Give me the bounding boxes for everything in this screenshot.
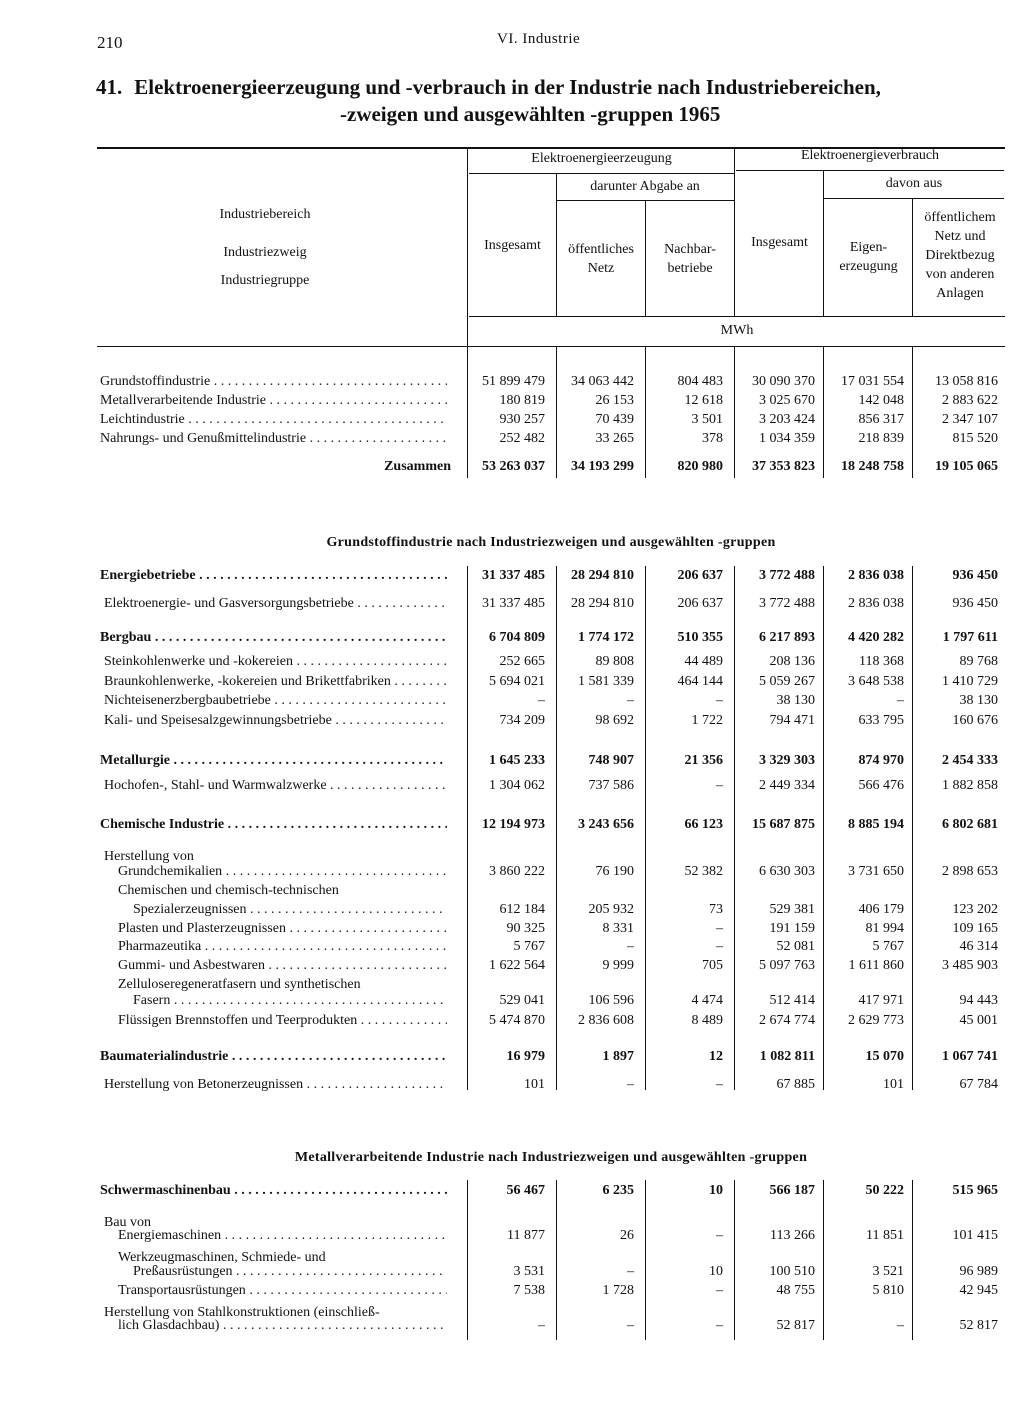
table-row [0, 652, 1024, 671]
table-row [0, 956, 1024, 975]
cell-col-2: 28 294 810 [571, 596, 634, 611]
cell-col-1: 1 622 564 [489, 958, 545, 973]
row-label: Chemische Industrie . . . [100, 815, 447, 834]
cell-col-2: 9 999 [602, 958, 634, 973]
cell-col-4: 48 755 [776, 1283, 815, 1298]
cell-col-4: 5 097 763 [759, 958, 815, 973]
row-label: Herstellung von Betonerzeugnissen . . . [104, 1075, 447, 1094]
cell-col-3: – [716, 778, 723, 793]
cell-col-4: 15 687 875 [752, 817, 815, 832]
table-row [0, 991, 1024, 1010]
stub-header-2: Industriezweig [223, 245, 307, 260]
section-title-metall: Metallverarbeitende Industrie nach Industriezweigen und ausgewählten -gruppen [294, 1150, 808, 1165]
row-label: Energiebetriebe . . . [100, 566, 447, 585]
header-vrule-3 [645, 200, 646, 316]
cell-col-4: 67 885 [776, 1077, 815, 1092]
title-text-1: Elektroenergieerzeugung und -verbrauch in der Industrie nach Industriebereichen, [134, 75, 881, 99]
cell-col-6: 67 784 [959, 1077, 998, 1092]
cell-col-4: 566 187 [769, 1183, 815, 1198]
cell-col-5: 566 476 [858, 778, 904, 793]
cell-col-2: 76 190 [595, 864, 634, 879]
cell-col-1: – [538, 1318, 545, 1333]
table-row [0, 566, 1024, 585]
table-row [0, 881, 1024, 900]
cell-col-5: 5 810 [872, 1283, 904, 1298]
cell-col-6: 936 450 [952, 596, 998, 611]
cell-col-6: 3 485 903 [942, 958, 998, 973]
title-line-2: -zweigen und ausgewählten -gruppen 1965 [340, 102, 721, 126]
cell-col-3: – [716, 921, 723, 936]
row-label: Bau von [104, 1215, 152, 1230]
cell-col-2: 3 243 656 [578, 817, 634, 832]
cell-col-3: 44 489 [684, 654, 723, 669]
cell-col-3: 52 382 [684, 864, 723, 879]
row-label: Spezialerzeugnissen . . . [133, 900, 447, 919]
row-label: Nichteisenerzbergbaubetriebe . . . [104, 691, 447, 710]
cell-col-5: 1 611 860 [848, 958, 904, 973]
cell-col-4: 100 510 [769, 1264, 815, 1279]
row-label: Schwermaschinenbau . . . [100, 1181, 447, 1200]
cell-col-5: 11 851 [866, 1228, 904, 1243]
cell-col-1: 252 482 [499, 431, 545, 446]
row-label: Plasten und Plasterzeugnissen . . . [118, 919, 447, 938]
header-erzeugung: Elektroenergieerzeugung [531, 151, 672, 166]
cell-col-5: 15 070 [865, 1049, 904, 1064]
cell-col-3: 804 483 [677, 374, 723, 389]
cell-col-3: 12 618 [684, 393, 723, 408]
section-title-grundstoff: Grundstoffindustrie nach Industriezweigen und ausgewählten -gruppen [326, 535, 776, 550]
row-label: Steinkohlenwerke und -kokereien . . . [104, 652, 447, 671]
cell-col-5: 417 971 [858, 993, 904, 1008]
cell-col-3: – [716, 1283, 723, 1298]
cell-col-1: 612 184 [499, 902, 545, 917]
cell-col-5: 4 420 282 [848, 630, 904, 645]
cell-col-3: 464 144 [677, 674, 723, 689]
row-label: Grundstoffindustrie . . . [100, 372, 447, 391]
table-number: 41. [96, 75, 123, 99]
cell-col-1: 51 899 479 [482, 374, 545, 389]
running-title: VI. Industrie [497, 31, 581, 47]
row-label: Fasern . . . [133, 991, 447, 1010]
cell-col-3: – [716, 1318, 723, 1333]
cell-col-5: 81 994 [865, 921, 904, 936]
cell-col-4: 2 449 334 [759, 778, 815, 793]
cell-col-3: – [716, 1228, 723, 1243]
cell-col-3: – [716, 939, 723, 954]
cell-col-5: 856 317 [858, 412, 904, 427]
row-label: Zelluloseregeneratfasern und synthetischen [118, 977, 361, 992]
cell-col-5: 50 222 [865, 1183, 904, 1198]
cell-col-2: 34 193 299 [571, 459, 634, 474]
cell-col-1: 31 337 485 [482, 596, 545, 611]
row-label: Braunkohlenwerke, -kokereien und Brikettfabriken . . . [104, 672, 447, 691]
cell-col-2: 205 932 [588, 902, 634, 917]
cell-col-4: 5 059 267 [759, 674, 815, 689]
table-row [0, 862, 1024, 881]
cell-col-2: 748 907 [588, 753, 634, 768]
cell-col-1: 930 257 [499, 412, 545, 427]
cell-col-1: 11 877 [507, 1228, 545, 1243]
cell-col-2: 737 586 [588, 778, 634, 793]
cell-col-4: 3 772 488 [759, 568, 815, 583]
cell-col-1: 1 645 233 [489, 753, 545, 768]
cell-col-3: 8 489 [691, 1013, 723, 1028]
row-label: Werkzeugmaschinen, Schmiede- und [118, 1250, 326, 1265]
cell-col-5: 874 970 [858, 753, 904, 768]
table-row [0, 1226, 1024, 1245]
table-row [0, 1181, 1024, 1200]
cell-col-2: 1 774 172 [578, 630, 634, 645]
cell-col-4: 1 034 359 [759, 431, 815, 446]
cell-col-2: 70 439 [595, 412, 634, 427]
verbrauch-rule [736, 170, 1004, 171]
cell-col-6: 38 130 [959, 693, 998, 708]
cell-col-6: 94 443 [959, 993, 998, 1008]
cell-col-5: 406 179 [858, 902, 904, 917]
cell-col-3: 510 355 [677, 630, 723, 645]
table-row [0, 937, 1024, 956]
header-davon: davon aus [885, 176, 943, 191]
table-row [0, 429, 1024, 448]
cell-col-1: 5 474 870 [489, 1013, 545, 1028]
row-label: Metallurgie . . . [100, 751, 447, 770]
stub-header-1: Industriebereich [219, 207, 311, 222]
row-label: Metallverarbeitende Industrie . . . [100, 391, 447, 410]
cell-col-6: 45 001 [959, 1013, 998, 1028]
table-row [0, 1281, 1024, 1300]
row-label: Baumaterialindustrie . . . [100, 1047, 447, 1066]
cell-col-1: 12 194 973 [482, 817, 545, 832]
cell-col-5: 2 836 038 [848, 596, 904, 611]
table-row [0, 628, 1024, 647]
cell-col-3: 378 [702, 431, 723, 446]
cell-col-1: 3 860 222 [489, 864, 545, 879]
cell-col-2: 6 235 [602, 1183, 634, 1198]
row-label: Leichtindustrie . . . [100, 410, 447, 429]
row-label: Hochofen-, Stahl- und Warmwalzwerke . . . [104, 776, 447, 795]
cell-col-5: 142 048 [858, 393, 904, 408]
cell-col-2: – [627, 1264, 634, 1279]
row-label: Chemischen und chemisch-technischen [118, 883, 339, 898]
header-verbrauch: Elektroenergieverbrauch [800, 148, 940, 163]
total-label: Zusammen [384, 459, 451, 474]
cell-col-4: 3 025 670 [759, 393, 815, 408]
cell-col-2: – [627, 939, 634, 954]
table-row [0, 691, 1024, 710]
cell-col-3: 4 474 [691, 993, 723, 1008]
table-row [0, 672, 1024, 691]
cell-col-2: 106 596 [588, 993, 634, 1008]
cell-col-4: 208 136 [769, 654, 815, 669]
cell-col-1: 31 337 485 [482, 568, 545, 583]
cell-col-6: 52 817 [959, 1318, 998, 1333]
cell-col-5: 8 885 194 [848, 817, 904, 832]
cell-col-1: – [538, 693, 545, 708]
cell-col-6: 515 965 [952, 1183, 998, 1198]
cell-col-2: 98 692 [595, 713, 634, 728]
cell-col-1: 6 704 809 [489, 630, 545, 645]
table-row [0, 594, 1024, 613]
cell-col-4: 1 082 811 [759, 1049, 815, 1064]
row-label: Gummi- und Asbestwaren . . . [118, 956, 447, 975]
cell-col-2: – [627, 1318, 634, 1333]
row-label: Pharmazeutika . . . [118, 937, 447, 956]
cell-col-5: 2 629 773 [848, 1013, 904, 1028]
cell-col-2: 1 581 339 [578, 674, 634, 689]
cell-col-1: 53 263 037 [482, 459, 545, 474]
total-row [0, 457, 1024, 476]
cell-col-6: 1 882 858 [942, 778, 998, 793]
table-row [0, 1075, 1024, 1094]
cell-col-2: 2 836 608 [578, 1013, 634, 1028]
cell-col-4: 6 630 303 [759, 864, 815, 879]
col-head-3: Nachbar-betriebe [664, 242, 716, 276]
cell-col-2: 1 728 [602, 1283, 634, 1298]
cell-col-2: 26 [620, 1228, 634, 1243]
table-row [0, 372, 1024, 391]
col-head-5: Eigen-erzeugung [839, 240, 898, 274]
page-number: 210 [97, 33, 123, 52]
cell-col-2: 8 331 [602, 921, 634, 936]
cell-col-1: 101 [524, 1077, 545, 1092]
cell-col-1: 16 979 [506, 1049, 545, 1064]
row-label: Kali- und Speisesalzgewinnungsbetriebe . . . [104, 711, 447, 730]
cell-col-4: 794 471 [769, 713, 815, 728]
col-head-2: öffentliches Netz [568, 242, 634, 276]
cell-col-5: 633 795 [858, 713, 904, 728]
cell-col-2: – [627, 693, 634, 708]
cell-col-1: 5 694 021 [489, 674, 545, 689]
header-darunter: darunter Abgabe an [590, 179, 700, 194]
title-line-1 [96, 74, 1006, 101]
cell-col-6: 936 450 [952, 568, 998, 583]
cell-col-5: 2 836 038 [848, 568, 904, 583]
cell-col-4: 52 817 [776, 1318, 815, 1333]
cell-col-2: 89 808 [595, 654, 634, 669]
cell-col-3: 206 637 [677, 596, 723, 611]
row-label: Nahrungs- und Genußmittelindustrie . . . [100, 429, 447, 448]
table-row [0, 751, 1024, 770]
cell-col-5: – [897, 1318, 904, 1333]
unit-rule [469, 316, 1005, 317]
cell-col-3: 73 [709, 902, 723, 917]
row-label: Energiemaschinen . . . [118, 1226, 447, 1245]
cell-col-5: 5 767 [872, 939, 904, 954]
cell-col-5: 3 648 538 [848, 674, 904, 689]
cell-col-4: 3 329 303 [759, 753, 815, 768]
cell-col-2: – [627, 1077, 634, 1092]
cell-col-1: 180 819 [499, 393, 545, 408]
cell-col-6: 2 347 107 [942, 412, 998, 427]
row-label: Elektroenergie- und Gasversorgungsbetriebe . . . [104, 594, 447, 613]
cell-col-1: 56 467 [506, 1183, 545, 1198]
cell-col-4: 191 159 [769, 921, 815, 936]
cell-col-6: 46 314 [959, 939, 998, 954]
table-row [0, 711, 1024, 730]
davon-rule [824, 198, 1004, 199]
cell-col-6: 2 898 653 [942, 864, 998, 879]
cell-col-3: 1 722 [691, 713, 723, 728]
row-label: Grundchemikalien . . . [118, 862, 447, 881]
table-row [0, 1262, 1024, 1281]
cell-col-6: 42 945 [959, 1283, 998, 1298]
cell-col-4: 2 674 774 [759, 1013, 815, 1028]
header-bottom-rule [97, 346, 1005, 347]
cell-col-1: 252 665 [499, 654, 545, 669]
cell-col-1: 7 538 [513, 1283, 545, 1298]
cell-col-5: 218 839 [858, 431, 904, 446]
cell-col-3: 10 [709, 1183, 723, 1198]
cell-col-5: 17 031 554 [841, 374, 904, 389]
row-label: Flüssigen Brennstoffen und Teerprodukten . . . [118, 1011, 447, 1030]
table-row [0, 776, 1024, 795]
cell-col-6: 2 454 333 [942, 753, 998, 768]
cell-col-6: 96 989 [959, 1264, 998, 1279]
cell-col-3: 10 [709, 1264, 723, 1279]
erzeugung-rule [469, 173, 734, 174]
cell-col-6: 160 676 [952, 713, 998, 728]
cell-col-2: 33 265 [595, 431, 634, 446]
row-label: lich Glasdachbau) . . . [118, 1316, 447, 1335]
cell-col-3: 3 501 [691, 412, 723, 427]
cell-col-6: 13 058 816 [935, 374, 998, 389]
cell-col-2: 34 063 442 [571, 374, 634, 389]
cell-col-2: 28 294 810 [571, 568, 634, 583]
row-label: Herstellung von [104, 849, 194, 864]
row-label: Transportausrüstungen . . . [118, 1281, 447, 1300]
cell-col-6: 815 520 [952, 431, 998, 446]
table-row [0, 1316, 1024, 1335]
col-head-6: öffentlichem Netz und Direktbezug von anderen Anlagen [924, 210, 996, 301]
cell-col-1: 734 209 [499, 713, 545, 728]
header-vrule-6 [912, 198, 913, 316]
cell-col-4: 52 081 [776, 939, 815, 954]
cell-col-6: 1 797 611 [942, 630, 998, 645]
cell-col-6: 2 883 622 [942, 393, 998, 408]
header-vrule-4 [734, 147, 735, 316]
table-row [0, 1047, 1024, 1066]
cell-col-4: 113 266 [770, 1228, 815, 1243]
cell-col-4: 3 772 488 [759, 596, 815, 611]
cell-col-6: 6 802 681 [942, 817, 998, 832]
table-title [96, 74, 1006, 128]
row-label: Herstellung von Stahlkonstruktionen (einschließ- [104, 1305, 380, 1320]
cell-col-1: 529 041 [499, 993, 545, 1008]
cell-col-4: 512 414 [769, 993, 815, 1008]
cell-col-1: 90 325 [506, 921, 545, 936]
cell-col-1: 5 767 [513, 939, 545, 954]
cell-col-6: 101 415 [952, 1228, 998, 1243]
cell-col-3: 21 356 [684, 753, 723, 768]
cell-col-3: – [716, 693, 723, 708]
cell-col-2: 1 897 [602, 1049, 634, 1064]
cell-col-4: 3 203 424 [759, 412, 815, 427]
cell-col-3: 66 123 [684, 817, 723, 832]
cell-col-4: 529 381 [769, 902, 815, 917]
row-label: Preßausrüstungen . . . [133, 1262, 447, 1281]
cell-col-4: 30 090 370 [752, 374, 815, 389]
cell-col-5: 3 731 650 [848, 864, 904, 879]
cell-col-3: – [716, 1077, 723, 1092]
cell-col-5: 3 521 [872, 1264, 904, 1279]
table-row [0, 815, 1024, 834]
stub-header-3: Industriegruppe [220, 273, 310, 288]
cell-col-4: 37 353 823 [752, 459, 815, 474]
cell-col-1: 3 531 [513, 1264, 545, 1279]
cell-col-4: 38 130 [776, 693, 815, 708]
table-row [0, 900, 1024, 919]
cell-col-3: 820 980 [677, 459, 723, 474]
cell-col-6: 19 105 065 [935, 459, 998, 474]
cell-col-6: 1 067 741 [942, 1049, 998, 1064]
cell-col-2: 26 153 [595, 393, 634, 408]
col-head-1: Insgesamt [484, 238, 541, 253]
table-row [0, 391, 1024, 410]
table-row [0, 410, 1024, 429]
unit-label: MWh [720, 323, 754, 338]
cell-col-5: 18 248 758 [841, 459, 904, 474]
cell-col-6: 109 165 [952, 921, 998, 936]
cell-col-6: 123 202 [952, 902, 998, 917]
cell-col-5: – [897, 693, 904, 708]
table-row [0, 919, 1024, 938]
cell-col-5: 101 [883, 1077, 904, 1092]
cell-col-3: 206 637 [677, 568, 723, 583]
col-head-4: Insgesamt [751, 235, 808, 250]
cell-col-3: 12 [709, 1049, 723, 1064]
cell-col-6: 89 768 [959, 654, 998, 669]
cell-col-3: 705 [702, 958, 723, 973]
cell-col-5: 118 368 [859, 654, 904, 669]
table-row [0, 1011, 1024, 1030]
cell-col-4: 6 217 893 [759, 630, 815, 645]
cell-col-6: 1 410 729 [942, 674, 998, 689]
cell-col-1: 1 304 062 [489, 778, 545, 793]
header-vrule-stub [467, 147, 468, 347]
row-label: Bergbau . . . [100, 628, 447, 647]
